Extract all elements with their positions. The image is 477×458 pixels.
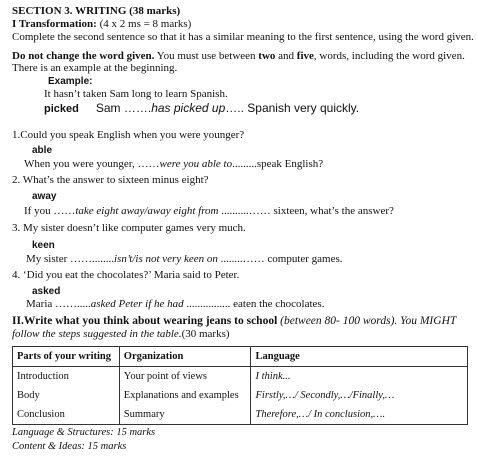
- q1-post: .........speak English?: [232, 158, 324, 170]
- q4-prompt: 4. ‘Did you eat the chocolates?’ Maria said to Peter.: [12, 269, 240, 281]
- rule-five: five: [296, 50, 314, 62]
- q1-prompt: 1.Could you speak English when you were younger?: [12, 129, 245, 141]
- table-row: [13, 367, 468, 387]
- example-sentence: It hasn’t taken Sam long to learn Spanish.: [44, 88, 228, 100]
- part2-heading-line: [12, 315, 456, 328]
- score-language: Language & Structures: 15 marks: [12, 427, 156, 438]
- q3-pre: My sister ……........: [26, 253, 114, 265]
- part1-marks: (4 x 2 ms = 8 marks): [99, 18, 192, 30]
- q3-answer-line: [26, 253, 343, 266]
- q4-pre: Maria …….....: [26, 298, 91, 310]
- example-post: ….. Spanish very quickly.: [225, 101, 360, 115]
- part2-marks: (30 marks): [181, 328, 230, 340]
- table-cell: Therefore,…/ In conclusion,….: [251, 405, 468, 425]
- q2-post: ..........…… sixteen, what’s the answer?: [218, 205, 394, 217]
- part2-heading-italic: (between 80- 100 words). You MIGHT: [277, 315, 457, 327]
- table-cell: Summary: [119, 405, 251, 425]
- q4-word: asked: [32, 286, 61, 297]
- part2-line2-italic: follow the steps suggested in the table.: [12, 328, 182, 340]
- part2-heading: II.Write what you think about wearing jeans to school: [12, 315, 278, 327]
- table-header: Language: [251, 347, 468, 367]
- example-answer-line: [44, 101, 359, 116]
- q3-prompt: 3. My sister doesn’t like computer games very much.: [12, 222, 246, 234]
- q4-answer: asked Peter if he had: [90, 298, 184, 310]
- example-pre: Sam …….: [95, 101, 152, 115]
- part2-line2: [12, 328, 230, 341]
- q3-word: keen: [32, 240, 55, 251]
- part1-rule-line2: There is an example at the beginning.: [12, 62, 178, 74]
- table-cell: Conclusion: [13, 405, 120, 425]
- q2-prompt: 2. What’s the answer to sixteen minus eight?: [12, 174, 209, 186]
- table-header-row: [13, 347, 468, 367]
- q3-post: ........…… computer games.: [217, 253, 343, 265]
- table-cell: Firstly,…/ Secondly,…/Finally,…: [251, 386, 468, 405]
- q1-pre: When you were younger, ……: [24, 158, 160, 170]
- q3-answer: isn’t/is not very keen on: [114, 253, 218, 265]
- score-content: Content & Ideas: 15 marks: [12, 441, 127, 452]
- q2-answer: take eight away/away eight from: [75, 205, 219, 217]
- q1-word: able: [32, 145, 53, 156]
- table-row: [13, 386, 468, 405]
- q4-post: ................ eaten the chocolates.: [183, 298, 325, 310]
- rule-two: two: [258, 50, 276, 62]
- table-cell: I think...: [251, 367, 468, 387]
- rule-text: You must use between: [156, 50, 256, 62]
- part1-rule: Do not change the word given. You must use between two and five, words, including the word given.: [12, 50, 465, 62]
- q4-answer-line: [26, 298, 324, 311]
- table-header: Parts of your writing: [13, 347, 120, 367]
- part1-heading: I Transformation:: [12, 18, 97, 30]
- q1-answer-line: [24, 158, 323, 171]
- table-cell: Your point of views: [119, 367, 251, 387]
- table-row: [13, 405, 468, 425]
- table-cell: Introduction: [13, 367, 120, 387]
- part1-instruction: Complete the second sentence so that it has a similar meaning to the first sentence, using the word given.: [12, 31, 474, 43]
- rule-bold: Do not change the word given.: [12, 50, 155, 62]
- q2-word: away: [32, 191, 57, 202]
- section-title: SECTION 3. WRITING (38 marks): [12, 5, 181, 17]
- rule-and: and: [278, 50, 295, 62]
- q2-answer-line: [24, 205, 394, 218]
- table-header: Organization: [119, 347, 251, 367]
- q1-answer: were you able to: [159, 158, 233, 170]
- example-label: Example:: [48, 76, 93, 87]
- example-word: picked: [44, 103, 79, 115]
- writing-guide-table: [12, 346, 468, 425]
- example-answer: has picked up: [151, 101, 226, 115]
- q2-pre: If you ……: [24, 205, 76, 217]
- table-cell: Body: [13, 386, 120, 405]
- table-cell: Explanations and examples: [119, 386, 251, 405]
- rule-end: words, including the word given.: [319, 50, 465, 62]
- part1-heading-line: [12, 18, 191, 31]
